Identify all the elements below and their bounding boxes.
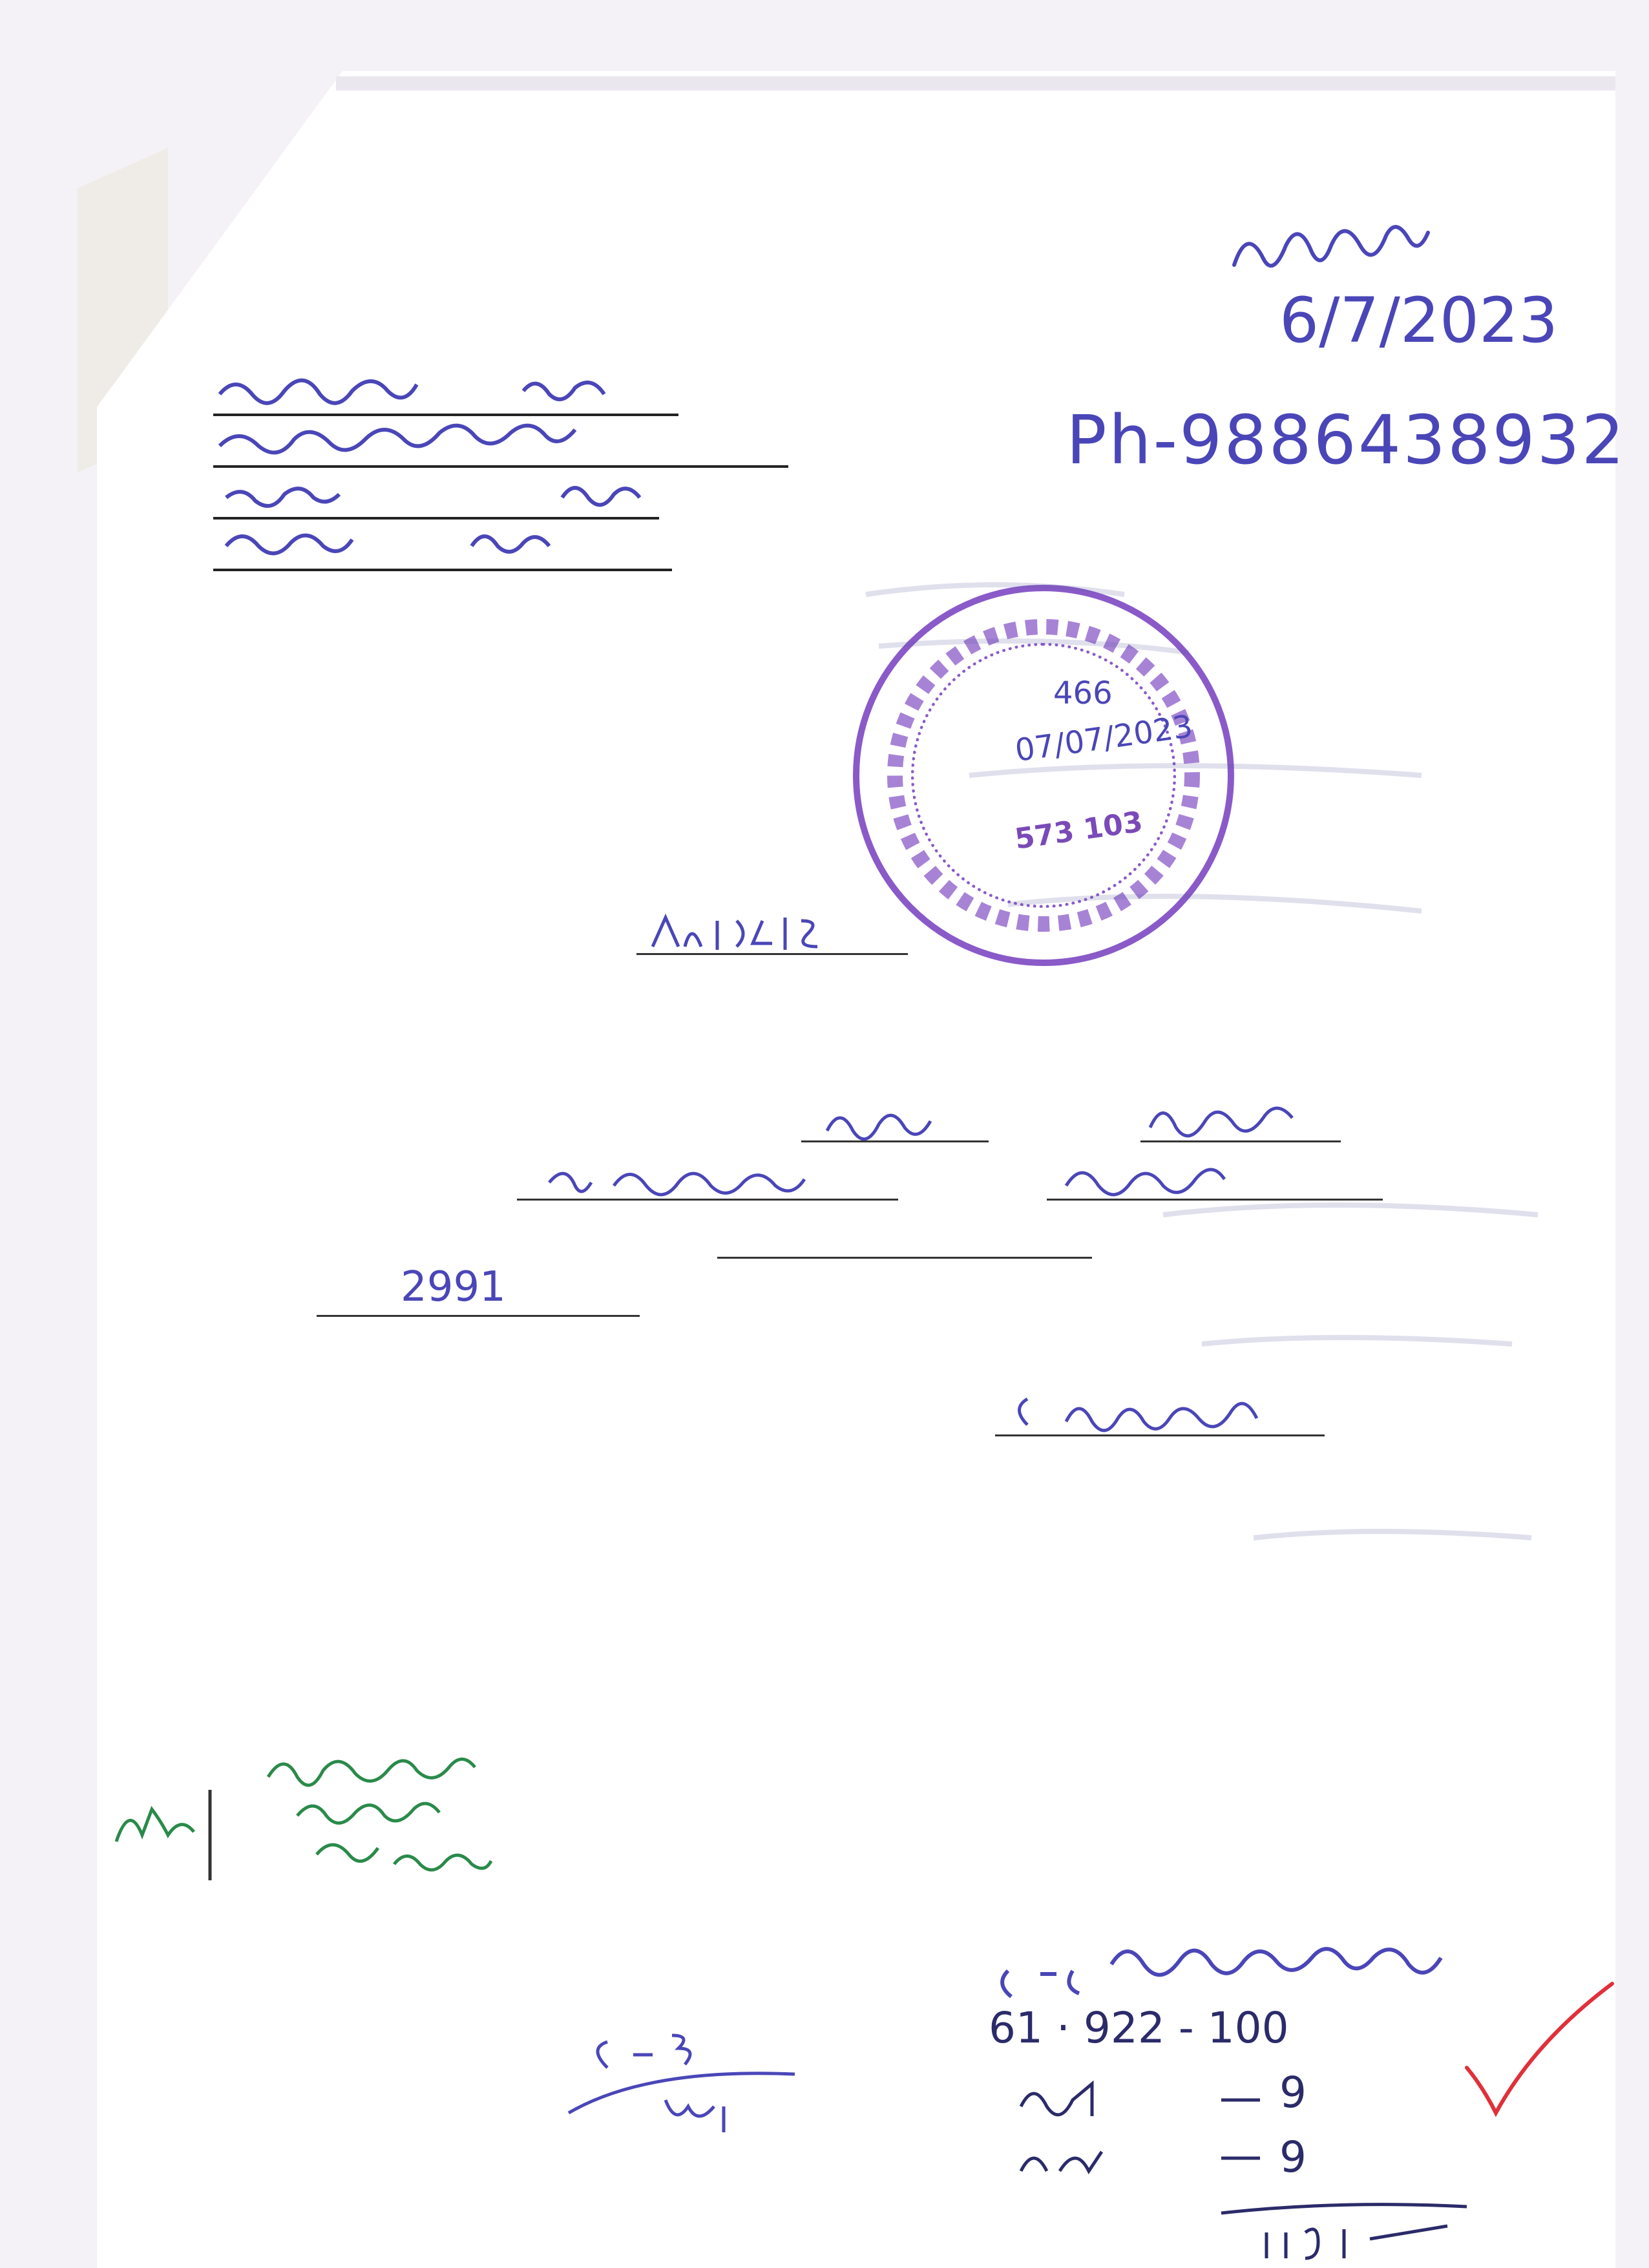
underline-and-tally [1215, 2187, 1486, 2265]
sender-strike-2 [213, 465, 788, 468]
red-tick-mark [1454, 1971, 1622, 2126]
reading-line-2: 9 [1279, 2068, 1307, 2117]
sender-address-handwriting [213, 368, 834, 582]
green-office-note [103, 1719, 594, 1900]
stamp-number: 466 [1053, 675, 1113, 711]
survey-number: 2991 [401, 1263, 506, 1311]
sender-strike-1 [213, 414, 678, 416]
bleed-through-marks [840, 569, 1583, 1602]
sender-strike-3 [213, 517, 659, 520]
page-edge-shadow [336, 76, 1615, 90]
place-handwriting [1228, 213, 1460, 291]
customer-signature [995, 1926, 1486, 2010]
reading-labels-handwriting [1008, 2074, 1150, 2203]
phone-number: Ph-9886438932 [1066, 401, 1626, 479]
dash-strokes [1215, 2087, 1292, 2165]
resident-name-handwriting [543, 1157, 879, 1205]
survey-number-field [317, 1315, 640, 1317]
reading-line-3: 9 [1279, 2132, 1307, 2182]
stamp-pin: 573 103 [1013, 805, 1145, 856]
note-c3 [556, 2016, 814, 2158]
letter-date: 6/7/2023 [1279, 284, 1559, 357]
rr-number-handwriting [646, 908, 840, 960]
sender-strike-4 [213, 569, 672, 571]
stamp-date: 07/07/2023 [1013, 708, 1195, 769]
reading-line-1: 61 · 922 - 100 [989, 2003, 1289, 2053]
